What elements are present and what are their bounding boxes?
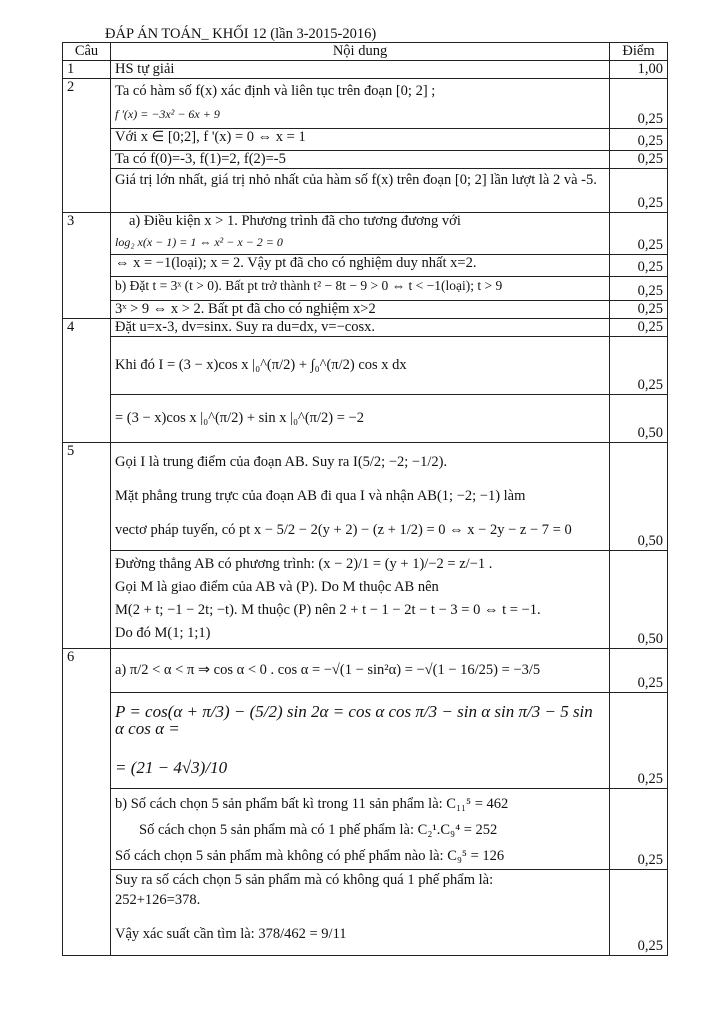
score: 0,25 [610, 789, 668, 870]
score: 0,50 [610, 551, 668, 649]
score: 0,25 [610, 255, 668, 277]
header-noi-dung: Nội dung [111, 43, 610, 61]
math-line: log₂ x(x − 1) = 1 ⇔ x² − x − 2 = 0 [115, 235, 283, 249]
answer-content: b) Đặt t = 3ˣ (t > 0). Bất pt trở thành t² − 8t − 9 > 0 ⇔ t < −1(loại); t > 9 [111, 277, 610, 301]
score: 0,25 [610, 213, 668, 255]
answer-line: 252+126=378. [115, 892, 201, 908]
header-cau: Câu [63, 43, 111, 61]
score: 0,25 [610, 277, 668, 301]
math-line: f '(x) = −3x² − 6x + 9 [115, 107, 220, 121]
answer-content: a) π/2 < α < π ⇒ cos α < 0 . cos α = −√(1 − sin²α) = −√(1 − 16/25) = −3/5 [111, 649, 610, 693]
answer-content [111, 789, 610, 870]
answer-line: Số cách chọn 5 sản phẩm mà có 1 phế phẩm là: C₂¹.C₉⁴ = 252 [139, 822, 498, 838]
score: 1,00 [610, 61, 668, 79]
question-number: 3 [63, 213, 111, 319]
answer-content: Với x ∈ [0;2], f '(x) = 0 ⇔ x = 1 [111, 129, 610, 151]
score: 0,25 [610, 870, 668, 956]
table-row [63, 649, 668, 693]
answer-line: M(2 + t; −1 − 2t; −t). M thuộc (P) nên 2 + t − 1 − 2t − t − 3 = 0 ⇔ t = −1. [115, 602, 541, 618]
score: 0,25 [610, 301, 668, 319]
score: 0,25 [610, 319, 668, 337]
answer-line: Ta có hàm số f(x) xác định và liên tục trên đoạn [0; 2] ; [115, 83, 436, 99]
answer-content [111, 870, 610, 956]
table-row [63, 443, 668, 551]
question-number: 6 [63, 649, 111, 956]
page-title: ĐÁP ÁN TOÁN_ KHỐI 12 (lần 3-2015-2016) [105, 26, 377, 42]
answer-content: Khi đó I = (3 − x)cos x |₀^(π/2) + ∫₀^(π/2) cos x dx [111, 337, 610, 395]
score: 0,25 [610, 129, 668, 151]
answer-content [111, 551, 610, 649]
table-row [63, 277, 668, 301]
score: 0,25 [610, 693, 668, 789]
table-row [63, 319, 668, 337]
answer-content: ⇔ x = −1(loại); x = 2. Vậy pt đã cho có nghiệm duy nhất x=2. [111, 255, 610, 277]
table-header [63, 43, 668, 61]
table-row [63, 151, 668, 169]
table-row [63, 395, 668, 443]
answer-line: Đường thẳng AB có phương trình: (x − 2)/1 = (y + 1)/−2 = z/−1 . [115, 556, 493, 572]
answer-line: Gọi M là giao điểm của AB và (P). Do M thuộc AB nên [115, 579, 439, 595]
question-number: 1 [63, 61, 111, 79]
answer-content: Giá trị lớn nhất, giá trị nhỏ nhất của hàm số f(x) trên đoạn [0; 2] lần lượt là 2 và -5. [111, 169, 610, 213]
answer-line: Số cách chọn 5 sản phẩm mà không có phế phẩm nào là: C₉⁵ = 126 [115, 848, 505, 864]
header-diem: Điểm [610, 43, 668, 61]
answer-line: Do đó M(1; 1;1) [115, 625, 211, 641]
answer-content: HS tự giải [111, 61, 610, 79]
table-row [63, 789, 668, 870]
answer-line: = (21 − 4√3)/10 [115, 758, 228, 777]
answer-table [62, 42, 668, 956]
question-number: 2 [63, 79, 111, 213]
table-row [63, 61, 668, 79]
answer-content: Đặt u=x-3, dv=sinx. Suy ra du=dx, v=−cosx. [111, 319, 610, 337]
table-row [63, 693, 668, 789]
score: 0,25 [610, 151, 668, 169]
table-row [63, 301, 668, 319]
table-row [63, 129, 668, 151]
table-row [63, 169, 668, 213]
table-row [63, 870, 668, 956]
answer-line: Gọi I là trung điểm của đoạn AB. Suy ra I(5/2; −2; −1/2). [115, 454, 448, 470]
answer-content: Ta có f(0)=-3, f(1)=2, f(2)=-5 [111, 151, 610, 169]
answer-content [111, 79, 610, 129]
answer-line: b) Số cách chọn 5 sản phẩm bất kì trong 11 sản phẩm là: C₁₁⁵ = 462 [115, 796, 509, 812]
answer-content [111, 443, 610, 551]
question-number: 4 [63, 319, 111, 443]
table-row [63, 337, 668, 395]
table-row [63, 255, 668, 277]
score: 0,25 [610, 337, 668, 395]
score: 0,50 [610, 443, 668, 551]
answer-content: 3ˣ > 9 ⇔ x > 2. Bất pt đã cho có nghiệm x>2 [111, 301, 610, 319]
answer-content [111, 693, 610, 789]
table-row [63, 551, 668, 649]
score: 0,50 [610, 395, 668, 443]
answer-content: = (3 − x)cos x |₀^(π/2) + sin x |₀^(π/2) = −2 [111, 395, 610, 443]
answer-content [111, 213, 610, 255]
answer-line: Mặt phẳng trung trực của đoạn AB đi qua I và nhận AB(1; −2; −1) làm [115, 488, 526, 504]
table-row [63, 213, 668, 255]
answer-line: P = cos(α + π/3) − (5/2) sin 2α = cos α cos π/3 − sin α sin π/3 − 5 sin α cos α = [115, 702, 593, 738]
answer-line: Vậy xác suất cần tìm là: 378/462 = 9/11 [115, 926, 347, 942]
score: 0,25 [610, 649, 668, 693]
question-number: 5 [63, 443, 111, 649]
score: 0,25 [610, 169, 668, 213]
table-row [63, 79, 668, 129]
answer-line: vectơ pháp tuyến, có pt x − 5/2 − 2(y + 2) − (z + 1/2) = 0 ⇔ x − 2y − z − 7 = 0 [115, 522, 572, 538]
score: 0,25 [610, 79, 668, 129]
answer-line: Suy ra số cách chọn 5 sản phẩm mà có không quá 1 phế phẩm là: [115, 872, 494, 888]
answer-line: a) Điều kiện x > 1. Phương trình đã cho tương đương với [129, 213, 461, 229]
